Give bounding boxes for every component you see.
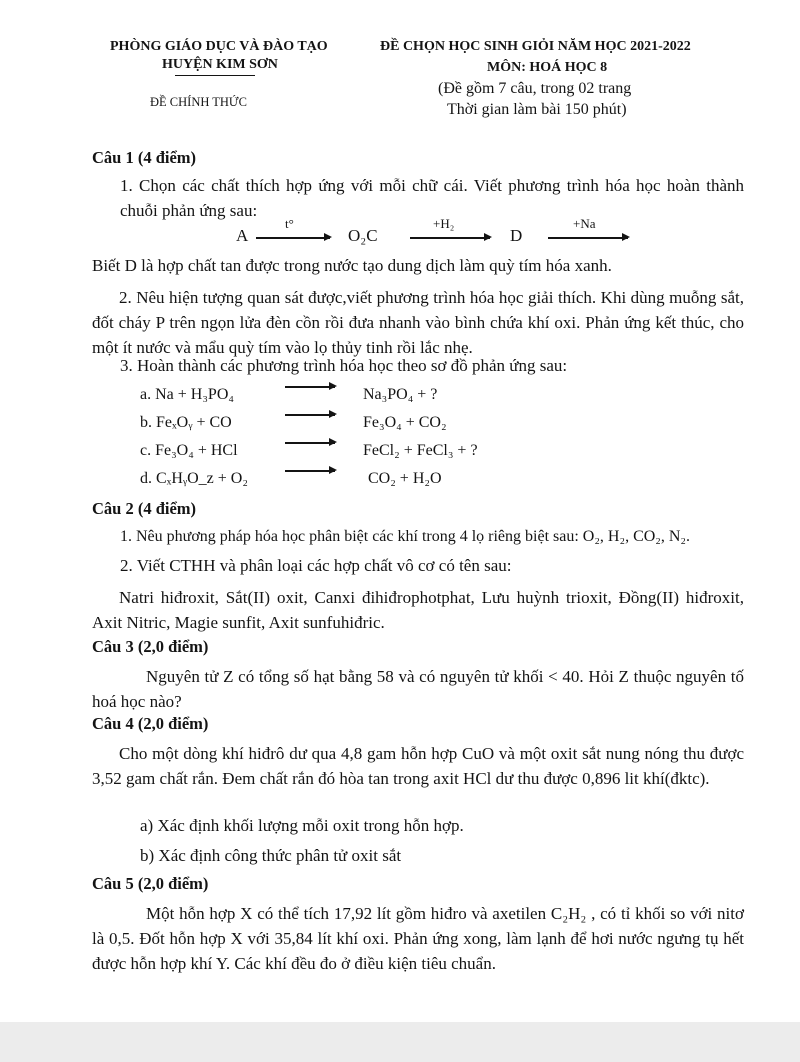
q4-title: Câu 4 (2,0 điểm): [92, 714, 209, 733]
reaction-d-rhs: CO₂ + H₂O: [368, 470, 442, 487]
district-name: HUYỆN KIM SƠN: [162, 57, 278, 72]
q1-part3-text: 3. Hoàn thành các phương trình hóa học theo sơ đồ phản ứng sau:: [120, 356, 568, 375]
q2-part1-text: 1. Nêu phương pháp hóa học phân biệt các khí trong 4 lọ riêng biệt sau: O₂, H₂, CO₂, N₂.: [120, 528, 690, 545]
q3-text: Nguyên tử Z có tổng số hạt bằng 58 và có nguyên tử khối < 40. Hỏi Z thuộc nguyên tố hoá học nào?: [92, 667, 744, 711]
chain-a: A: [236, 226, 249, 245]
q1-part1-text: 1. Chọn các chất thích hợp ứng với mỗi chữ cái. Viết phương trình hóa học hoàn thành chuỗi phản ứng sau:: [120, 176, 744, 220]
chain-arrow-1: [256, 237, 330, 239]
q5-text: Một hỗn hợp X có thể tích 17,92 lít gồm hiđro và axetilen C₂H₂ , có tỉ khối so với nitơ là 0,5. Đốt hỗn hợp X với 35,84 lít khí oxi. Phản ứng xong, làm lạnh để hơi nước ngưng tụ hết được hỗn hợp khí Y. Các khí đều đo ở điều kiện tiêu chuẩn.: [92, 904, 744, 973]
reaction-a-arrow: [285, 386, 335, 388]
q2-title: Câu 2 (4 điểm): [92, 499, 197, 518]
reaction-c-lhs: c. Fe₃O₄ + HCl: [140, 442, 238, 459]
q4-text: Cho một dòng khí hiđrô dư qua 4,8 gam hỗn hợp CuO và một oxit sắt nung nóng thu được 3,52 gam chất rắn. Đem chất rắn đó hòa tan trong axit HCl dư thu được 0,896 lit khí(đktc).: [92, 744, 744, 788]
reaction-a-rhs: Na₃PO₄ + ?: [363, 386, 438, 403]
reaction-b-lhs: b. FeₓOᵧ + CO: [140, 414, 232, 431]
chain-cond-h2: +H₂: [433, 216, 455, 231]
reaction-b-rhs: Fe₃O₄ + CO₂: [363, 414, 447, 431]
q4-part-a: a) Xác định khối lượng mỗi oxit trong hỗn hợp.: [140, 816, 464, 835]
exam-pages-note: (Đề gồm 7 câu, trong 02 trang: [438, 80, 632, 97]
chain-cond-heat: t°: [285, 216, 294, 231]
q2-part2-text: 2. Viết CTHH và phân loại các hợp chất vô cơ có tên sau:: [120, 556, 512, 575]
page-bottom-band: [0, 1022, 800, 1062]
official-label: ĐỀ CHÍNH THỨC: [150, 95, 247, 109]
exam-subject: MÔN: HOÁ HỌC 8: [487, 60, 608, 75]
reaction-a-lhs: a. Na + H₃PO₄: [140, 386, 234, 403]
chain-arrow-2: [410, 237, 490, 239]
exam-title: ĐỀ CHỌN HỌC SINH GIỎI NĂM HỌC 2021-2022: [380, 39, 691, 54]
reaction-d-lhs: d. CₓHᵧO_z + O₂: [140, 470, 248, 487]
reaction-c-arrow: [285, 442, 335, 444]
q1-part1-note: Biết D là hợp chất tan được trong nước tạo dung dịch làm quỳ tím hóa xanh.: [92, 256, 612, 275]
q2-compound-list: Natri hiđroxit, Sắt(II) oxit, Canxi đihiđrophotphat, Lưu huỳnh trioxit, Đồng(II) hiđroxit, Axit Nitric, Magie sunfit, Axit sunfuhiđric.: [92, 588, 744, 632]
reaction-b-arrow: [285, 414, 335, 416]
chain-d: D: [510, 226, 523, 245]
q4-part-b: b) Xác định công thức phân tử oxit sắt: [140, 846, 402, 865]
exam-duration: Thời gian làm bài 150 phút): [447, 101, 627, 118]
chain-cond-na: +Na: [573, 216, 596, 231]
department-name: PHÒNG GIÁO DỤC VÀ ĐÀO TẠO: [110, 39, 328, 54]
q1-part2-text: 2. Nêu hiện tượng quan sát được,viết phương trình hóa học giải thích. Khi dùng muỗng sắt, đốt cháy P trên ngọn lửa đèn cồn rồi đưa nhanh vào bình chứa khí oxi. Phản ứng kết thúc, cho một ít nước và mẩu quỳ tím vào lọ thủy tinh rồi lắc nhẹ.: [92, 288, 744, 357]
q5-title: Câu 5 (2,0 điểm): [92, 874, 209, 893]
q3-title: Câu 3 (2,0 điểm): [92, 637, 209, 656]
chain-o2c: O₂C: [348, 226, 378, 245]
reaction-c-rhs: FeCl₂ + FeCl₃ + ?: [363, 442, 478, 459]
chain-arrow-3: [548, 237, 628, 239]
q1-title: Câu 1 (4 điểm): [92, 148, 197, 167]
district-underline: [175, 75, 255, 76]
reaction-d-arrow: [285, 470, 335, 472]
